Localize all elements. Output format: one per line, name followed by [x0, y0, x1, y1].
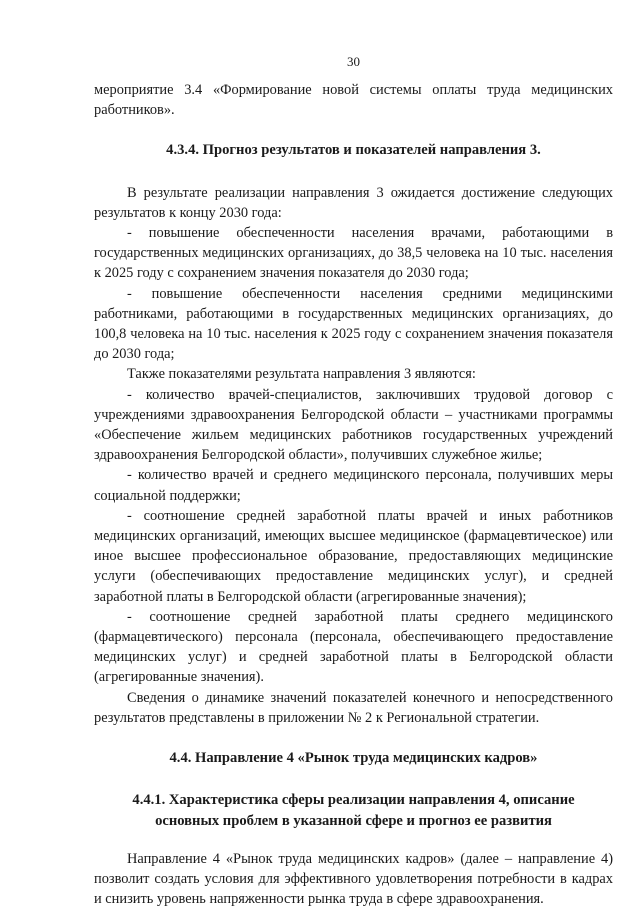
direction4-paragraph: Направление 4 «Рынок труда медицинских кадров» (далее – направление 4) позволит создать условия для эффективного удовлетворения потребности в кадрах и снизить уровень напряженности рынка труда в сфере здравоохранения.	[94, 850, 613, 908]
indicator-item: - соотношение средней заработной платы врачей и иных работников медицинских организаций, имеющих высшее медицинское (фармацевтическое) или иное высшее профессиональное образование, предоставляющих медицинские услуги (обеспечивающих предоставление медицинских услуг), и средней заработной платы в Белгородской области (агрегированные значения);	[94, 507, 613, 605]
indicator-item: - количество врачей-специалистов, заключивших трудовой договор с учреждениями здравоохранения Белгородской области – участниками программы «Обеспечение жильем медицинских работников государственных учреждений здравоохранения Белгородской области», получивших служебное жилье;	[94, 386, 613, 464]
info-paragraph: Сведения о динамике значений показателей конечного и непосредственного результатов представлены в приложении № 2 к Региональной стратегии.	[94, 689, 613, 726]
intro-paragraph: мероприятие 3.4 «Формирование новой системы оплаты труда медицинских работников».	[94, 82, 613, 119]
result-item: - повышение обеспеченности населения врачами, работающими в государственных медицинских организациях, до 38,5 человека на 10 тыс. населения к 2025 году с сохранением значения показателя до 2030 года;	[94, 225, 613, 282]
page-number: 30	[347, 54, 360, 69]
section-heading-4-4: 4.4. Направление 4 «Рынок труда медицинских кадров»	[169, 750, 538, 767]
results-intro-paragraph: В результате реализации направления 3 ожидается достижение следующих результатов к концу 2030 года:	[94, 184, 613, 221]
document-page	[94, 0, 613, 908]
indicator-item: - количество врачей и среднего медицинского персонала, получивших меры социальной поддержки;	[94, 467, 613, 504]
indicator-item: - соотношение средней заработной платы среднего медицинского (фармацевтического) персонала (персонала, обеспечивающего предоставление медицинских услуг) и средней заработной платы в Белгородской области (агрегированные значения).	[94, 608, 613, 686]
heading-line: основных проблем в указанной сфере и прогноз ее развития	[155, 812, 552, 829]
result-item: - повышение обеспеченности населения средними медицинскими работниками, работающими в государственных медицинских организациях, до 100,8 человека на 10 тыс. населения к 2025 году с сохранением значения показателя до 2030 года;	[94, 285, 613, 363]
section-heading-4-4-1	[94, 790, 613, 830]
section-heading-4-3-4: 4.3.4. Прогноз результатов и показателей направления 3.	[166, 142, 541, 159]
heading-line: 4.4.1. Характеристика сферы реализации направления 4, описание	[132, 792, 575, 809]
document-body	[94, 80, 613, 909]
indicators-intro-paragraph: Также показателями результата направления 3 являются:	[127, 366, 476, 383]
